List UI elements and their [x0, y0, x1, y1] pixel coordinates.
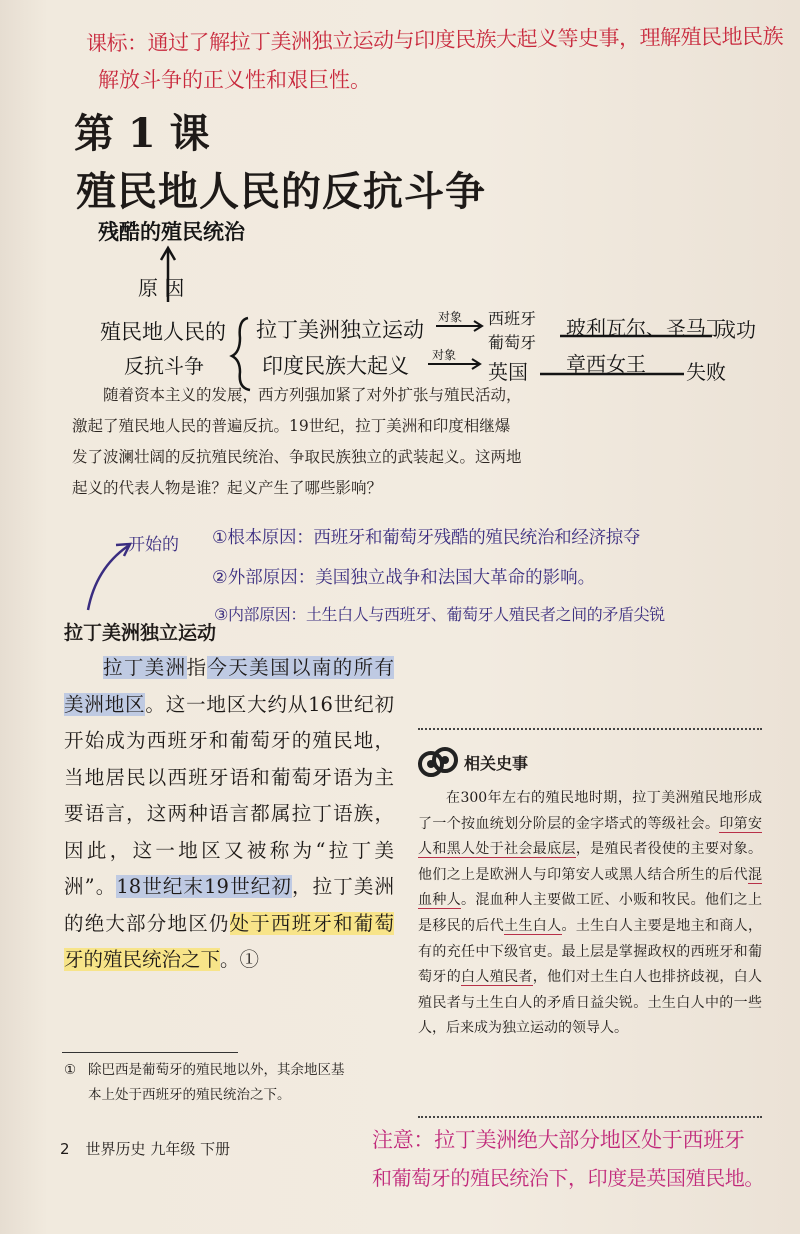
target-portugal: 葡萄牙	[488, 333, 537, 352]
footnote-line1: 除巴西是葡萄牙的殖民地以外，其余地区基	[88, 1062, 345, 1078]
related-history-box	[418, 728, 762, 1042]
footnote	[64, 1058, 404, 1108]
intro-paragraph	[72, 380, 522, 504]
target-arrow-2-head	[472, 359, 480, 369]
footnote-mark: ①	[64, 1062, 77, 1078]
section-heading: 拉丁美洲独立运动	[64, 622, 217, 644]
leaders-latin: 玻利瓦尔、圣马丁	[566, 316, 726, 340]
related-history-text	[418, 786, 762, 1042]
related-history-title: 相关史事	[464, 753, 529, 773]
side-text-4: 。土生白人主要是地主和商人，有的充任中下级官吏。最上层是掌握政权的西班牙和葡萄牙的	[418, 917, 763, 986]
objective-note-line1: 课标：通过了解拉丁美洲独立运动与印度民族大起义等史事，理解殖民地民族	[85, 24, 784, 56]
side-text-3: 。混血种人主要做工匠、小贩和牧民。他们之上是移民的后代	[418, 892, 763, 934]
target-arrow-1-head	[474, 321, 482, 331]
footnote-line2: 本上处于西班牙的殖民统治之下。	[88, 1087, 291, 1103]
underline-lowest-class: 印第安人和黑人处于社会最底层	[418, 815, 763, 858]
blue-curved-arrow	[88, 546, 128, 610]
book-title: 世界历史 九年级 下册	[85, 1140, 231, 1158]
dotted-divider-bottom	[418, 1116, 762, 1118]
attention-note-line2: 和葡萄牙的殖民统治下，印度是英国殖民地。	[372, 1166, 764, 1190]
body-text-2: 。这一地区大约从16世纪初开始成为西班牙和葡萄牙的殖民地，当地居民以西班牙语和葡萄牙语为主要语言，这两种语言都属拉丁语族，因此，这一地区又被称为“拉丁美洲”。	[64, 692, 394, 898]
body-text-4: 。①	[220, 948, 260, 971]
swirl-icon	[418, 742, 458, 782]
cause-note-2: ②外部原因：美国独立战争和法国大革命的影响。	[212, 568, 596, 588]
latin-movement-note: 拉丁美洲独立运动	[256, 318, 424, 342]
cruel-rule-note: 残酷的殖民统治	[98, 220, 245, 244]
result-success: 成功	[716, 318, 756, 342]
side-text-1: 在300年左右的殖民地时期，拉丁美洲殖民地形成了一个按血统划分阶层的金字塔式的等级社会。	[418, 790, 762, 832]
body-text-3: ，拉丁美洲的绝大部分地区仍	[64, 875, 394, 935]
attention-note-line1: 注意：拉丁美洲绝大部分地区处于西班牙	[372, 1128, 745, 1152]
section-body	[64, 650, 394, 979]
highlight-period: 18世纪末19世纪初	[116, 875, 292, 898]
highlight-latin-america: 拉丁美洲	[103, 656, 187, 679]
page-number: 2	[60, 1140, 70, 1158]
highlight-colonial-rule: 处于西班牙和葡萄牙的殖民统治之下	[64, 911, 394, 971]
target-label-1: 对象	[438, 310, 463, 324]
lesson-title: 殖民地人民的反抗斗争	[76, 168, 486, 215]
footnote-rule	[62, 1052, 238, 1053]
target-label-2: 对象	[432, 348, 457, 362]
highlight-definition: 今天美国以南的所有美洲地区	[64, 656, 394, 716]
objective-note-line2: 解放斗争的正义性和艰巨性。	[98, 68, 371, 92]
began-note: 开始的	[128, 535, 179, 555]
side-text-2: ，是殖民者役使的主要对象。他们之上是欧洲人与印第安人或黑人结合所生的后代	[418, 841, 763, 883]
cause-note-3: ③内部原因：土生白人与西班牙、葡萄牙人殖民者之间的矛盾尖锐	[214, 605, 665, 624]
underline-creoles: 土生白人	[504, 917, 562, 934]
cause-note: 原 因	[138, 276, 185, 300]
related-history-paragraph	[418, 786, 762, 1042]
leader-india: 章西女王	[566, 352, 646, 376]
page-footer	[60, 1138, 230, 1159]
dotted-divider-top	[418, 728, 762, 730]
section-paragraph	[64, 650, 394, 979]
up-arrow-head	[161, 248, 175, 260]
target-spain: 西班牙	[488, 309, 537, 328]
result-fail: 失败	[686, 360, 726, 384]
indian-uprising-note: 印度民族大起义	[262, 354, 409, 378]
target-britain: 英国	[488, 360, 528, 384]
related-history-header	[418, 742, 762, 782]
struggle-note-line1: 殖民地人民的	[100, 320, 226, 344]
lesson-number: 第 1 课	[74, 110, 210, 157]
side-text-5: ，他们对土生白人也排挤歧视，白人殖民者与土生白人的矛盾日益尖锐。土生白人中的一些人，后来成为独立运动的领导人。	[418, 969, 763, 1037]
struggle-note-line2: 反抗斗争	[124, 354, 204, 378]
cause-note-1: ①根本原因：西班牙和葡萄牙残酷的殖民统治和经济掠夺	[212, 528, 641, 548]
body-text-1: 指	[186, 656, 208, 679]
intro-text: 随着资本主义的发展，西方列强加紧了对外扩张与殖民活动，激起了殖民地人民的普遍反抗。19世纪，拉丁美洲和印度相继爆发了波澜壮阔的反抗殖民统治、争取民族独立的武装起义。这两地起义的代表人物是谁？起义产生了哪些影响？	[72, 386, 522, 497]
underline-white-colonists: 白人殖民者	[461, 969, 533, 986]
underline-mixed-race: 混血种人	[418, 866, 762, 909]
